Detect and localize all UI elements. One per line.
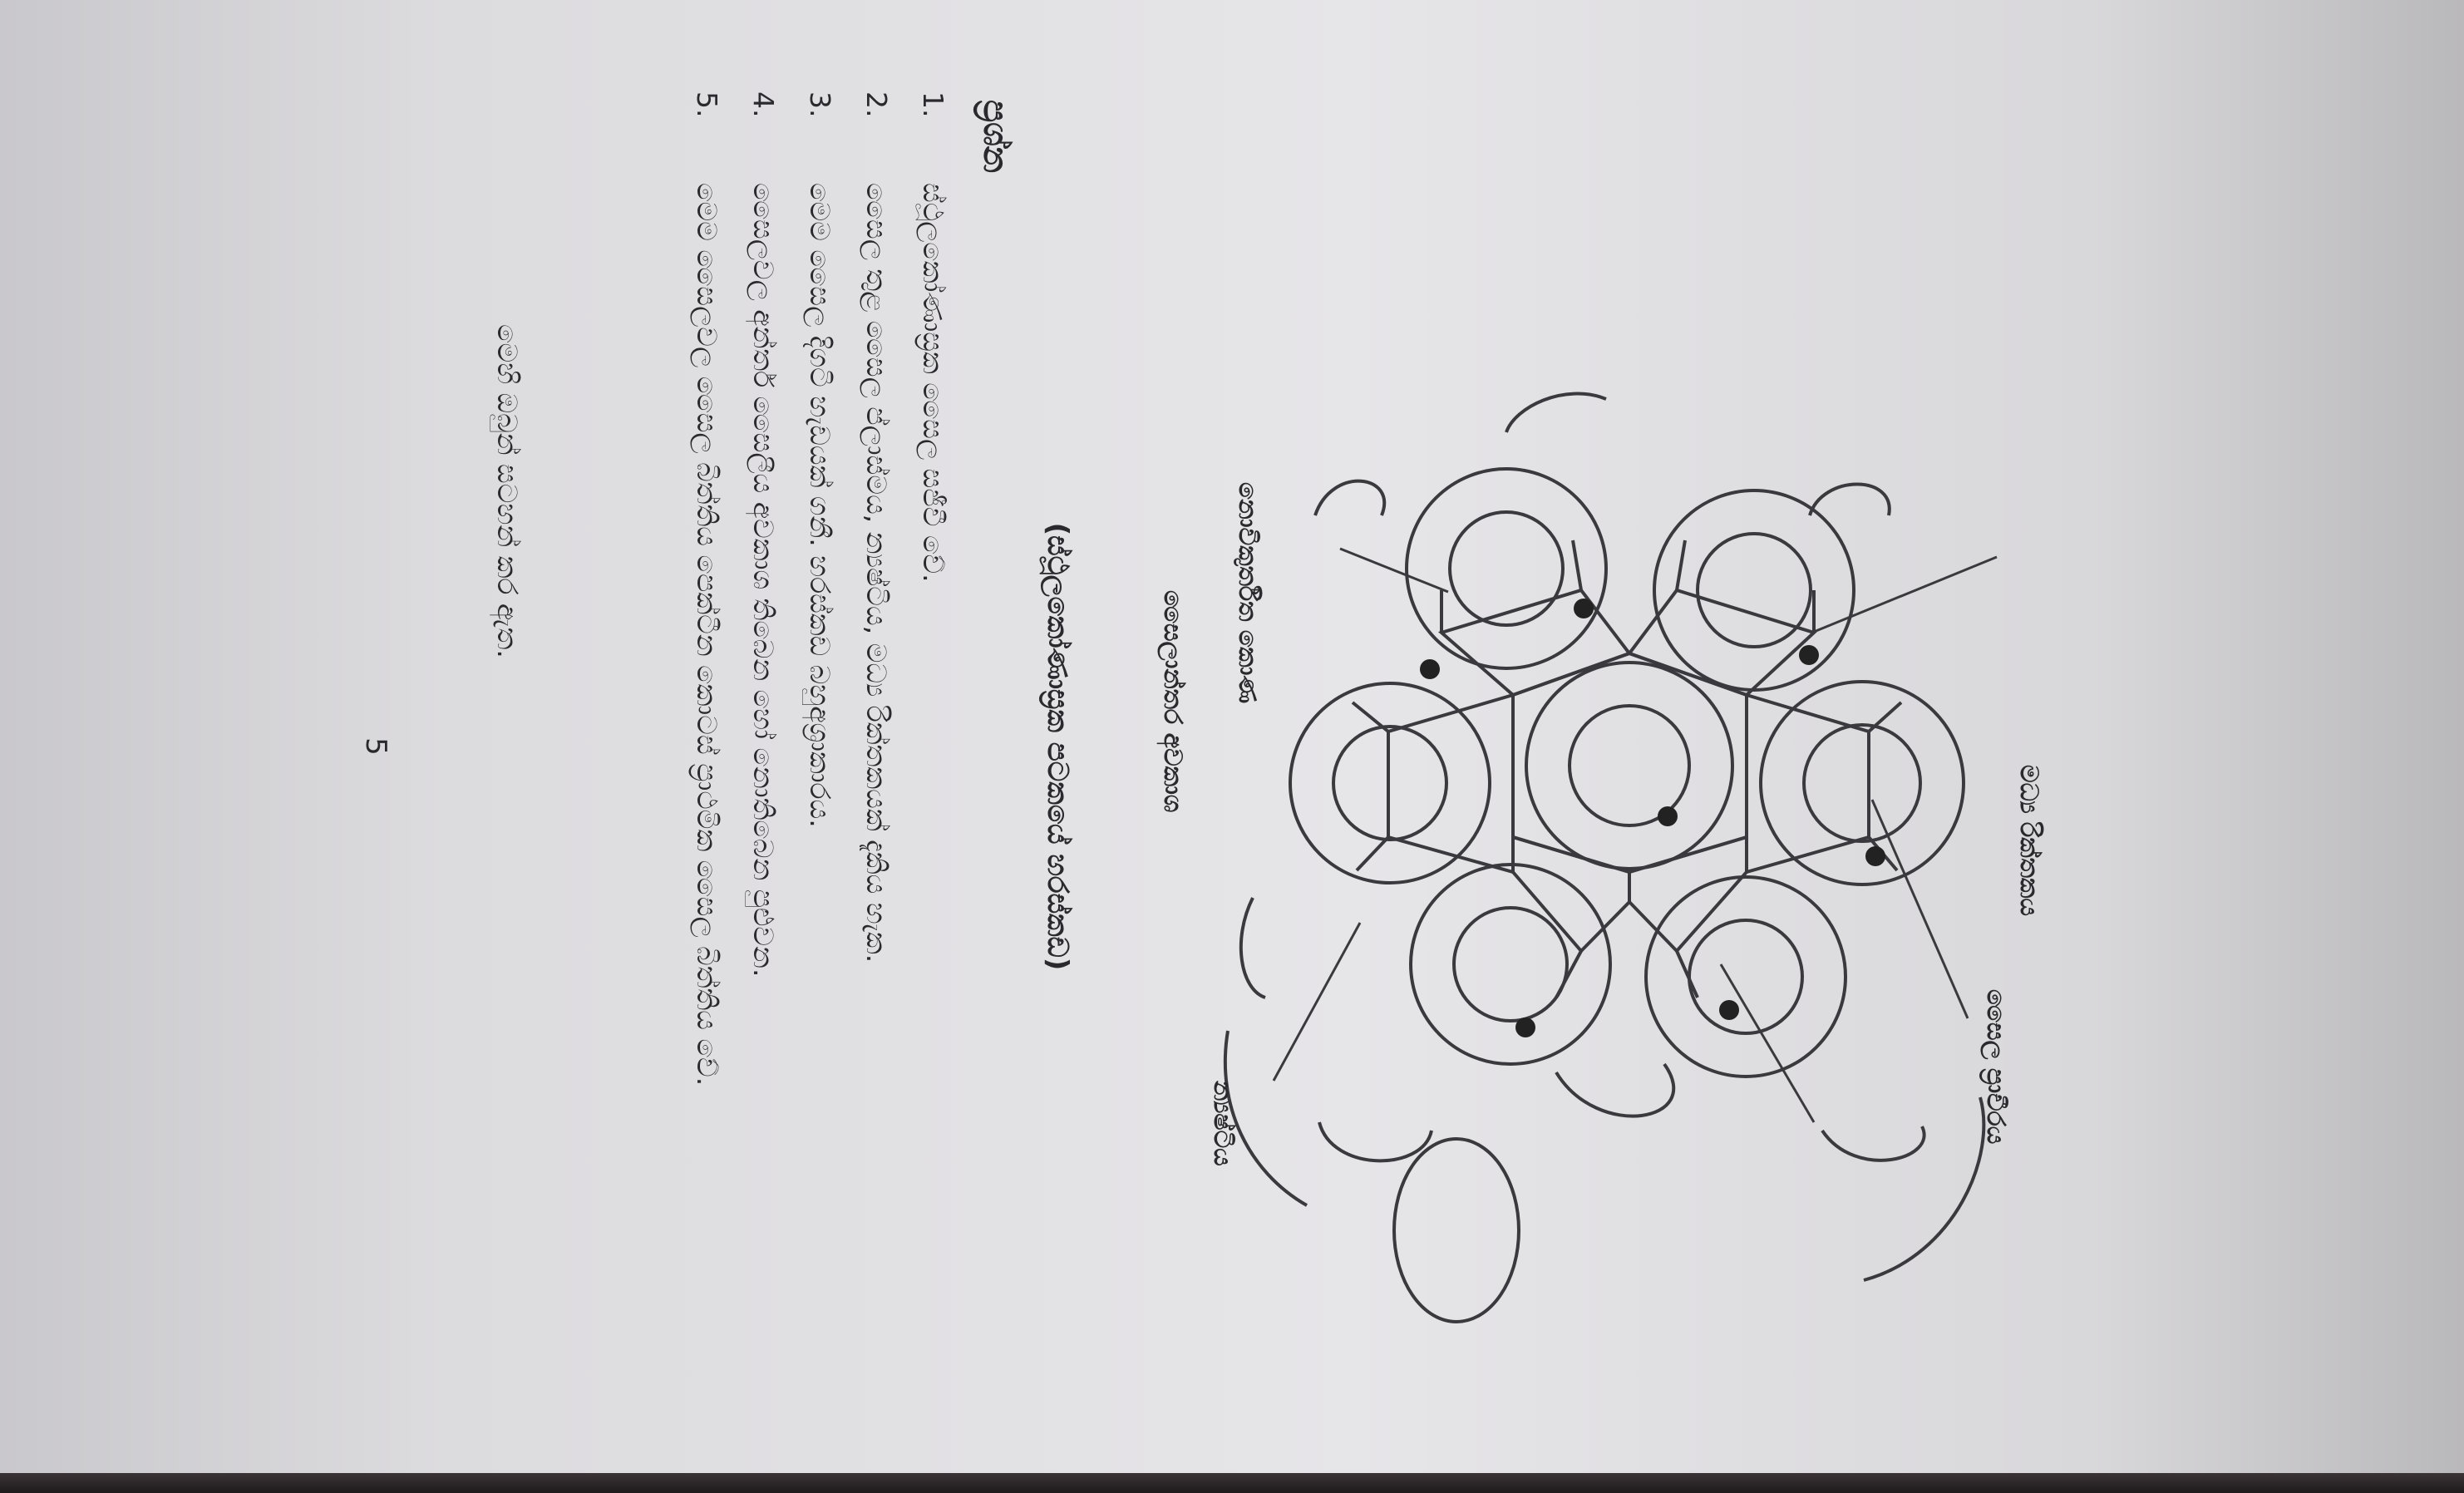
closing-line: මෙහි ඔබුන් සටහන් කර ඇත. (491, 324, 524, 658)
cell-7 (1654, 490, 1854, 690)
label-unthickened-corners: නොවිකුර්තිත කොණ (1233, 482, 1262, 704)
item-text: සෛල තුළ සෛල ප්ලාස්මය, න්‍යෂ්ටිය, මධ්‍ය රික්තකයක් දැකිය හැක. (860, 183, 893, 963)
label-lumen: මධ්‍ය රික්තකය (2014, 765, 2043, 916)
questions-heading: ප්‍රශ්න (976, 100, 1014, 174)
item-number: 4. (747, 91, 780, 118)
page-number: 5 (359, 737, 392, 756)
collenchyma-diagram (1082, 125, 2063, 1372)
label-intercellular-space: සෛලාන්තර අවකාශ (1158, 590, 1187, 813)
list-item (851, 91, 901, 1272)
diagram-caption: (ස්ථූලකෝණාස්‍රක පටකයේ හරස්කඩ) (1041, 522, 1074, 971)
item-number: 1. (917, 91, 949, 118)
item-text: සෛලවල අන්තර් සෛලීය අවකාශ තිබෙන හෝ නොතිබෙන පුළුවන. (747, 183, 780, 978)
list-item (682, 91, 732, 1272)
item-number: 5. (691, 91, 723, 118)
cell-walls (1353, 540, 1901, 998)
list-item (795, 91, 845, 1272)
list-item (738, 91, 788, 1272)
list-item (908, 91, 958, 1272)
item-number: 3. (804, 91, 836, 118)
label-nucleus: න්‍යෂ්ටිය (1208, 1081, 1237, 1166)
cell-1 (1526, 663, 1732, 869)
cell-4 (1411, 865, 1610, 1064)
item-number: 2. (860, 91, 893, 118)
item-text: මෙම සෛල දිගටි හැඩයක් ගනී. හරස්කඩ බහුඅශ්‍රාකාරය. (804, 183, 836, 828)
cells (1290, 469, 1964, 1077)
question-list (675, 91, 958, 1272)
item-text: මෙම සෛලවල සෛල බිත්තිය පෙක්ටීන කොටස් ප්‍රාථමික සෛල බිත්තිය වේ. (691, 183, 723, 1086)
collenchyma-cross-section-svg (1082, 125, 2063, 1372)
label-cell-wall: සෛල ප්‍රාචීරය (1981, 989, 2010, 1145)
leader-lines (1274, 549, 1997, 1122)
cell-2 (1761, 682, 1964, 884)
item-text: ස්ථූලකෝණාස්‍රක සෛල සජීවී වේ. (917, 183, 949, 583)
cell-3 (1646, 877, 1846, 1077)
